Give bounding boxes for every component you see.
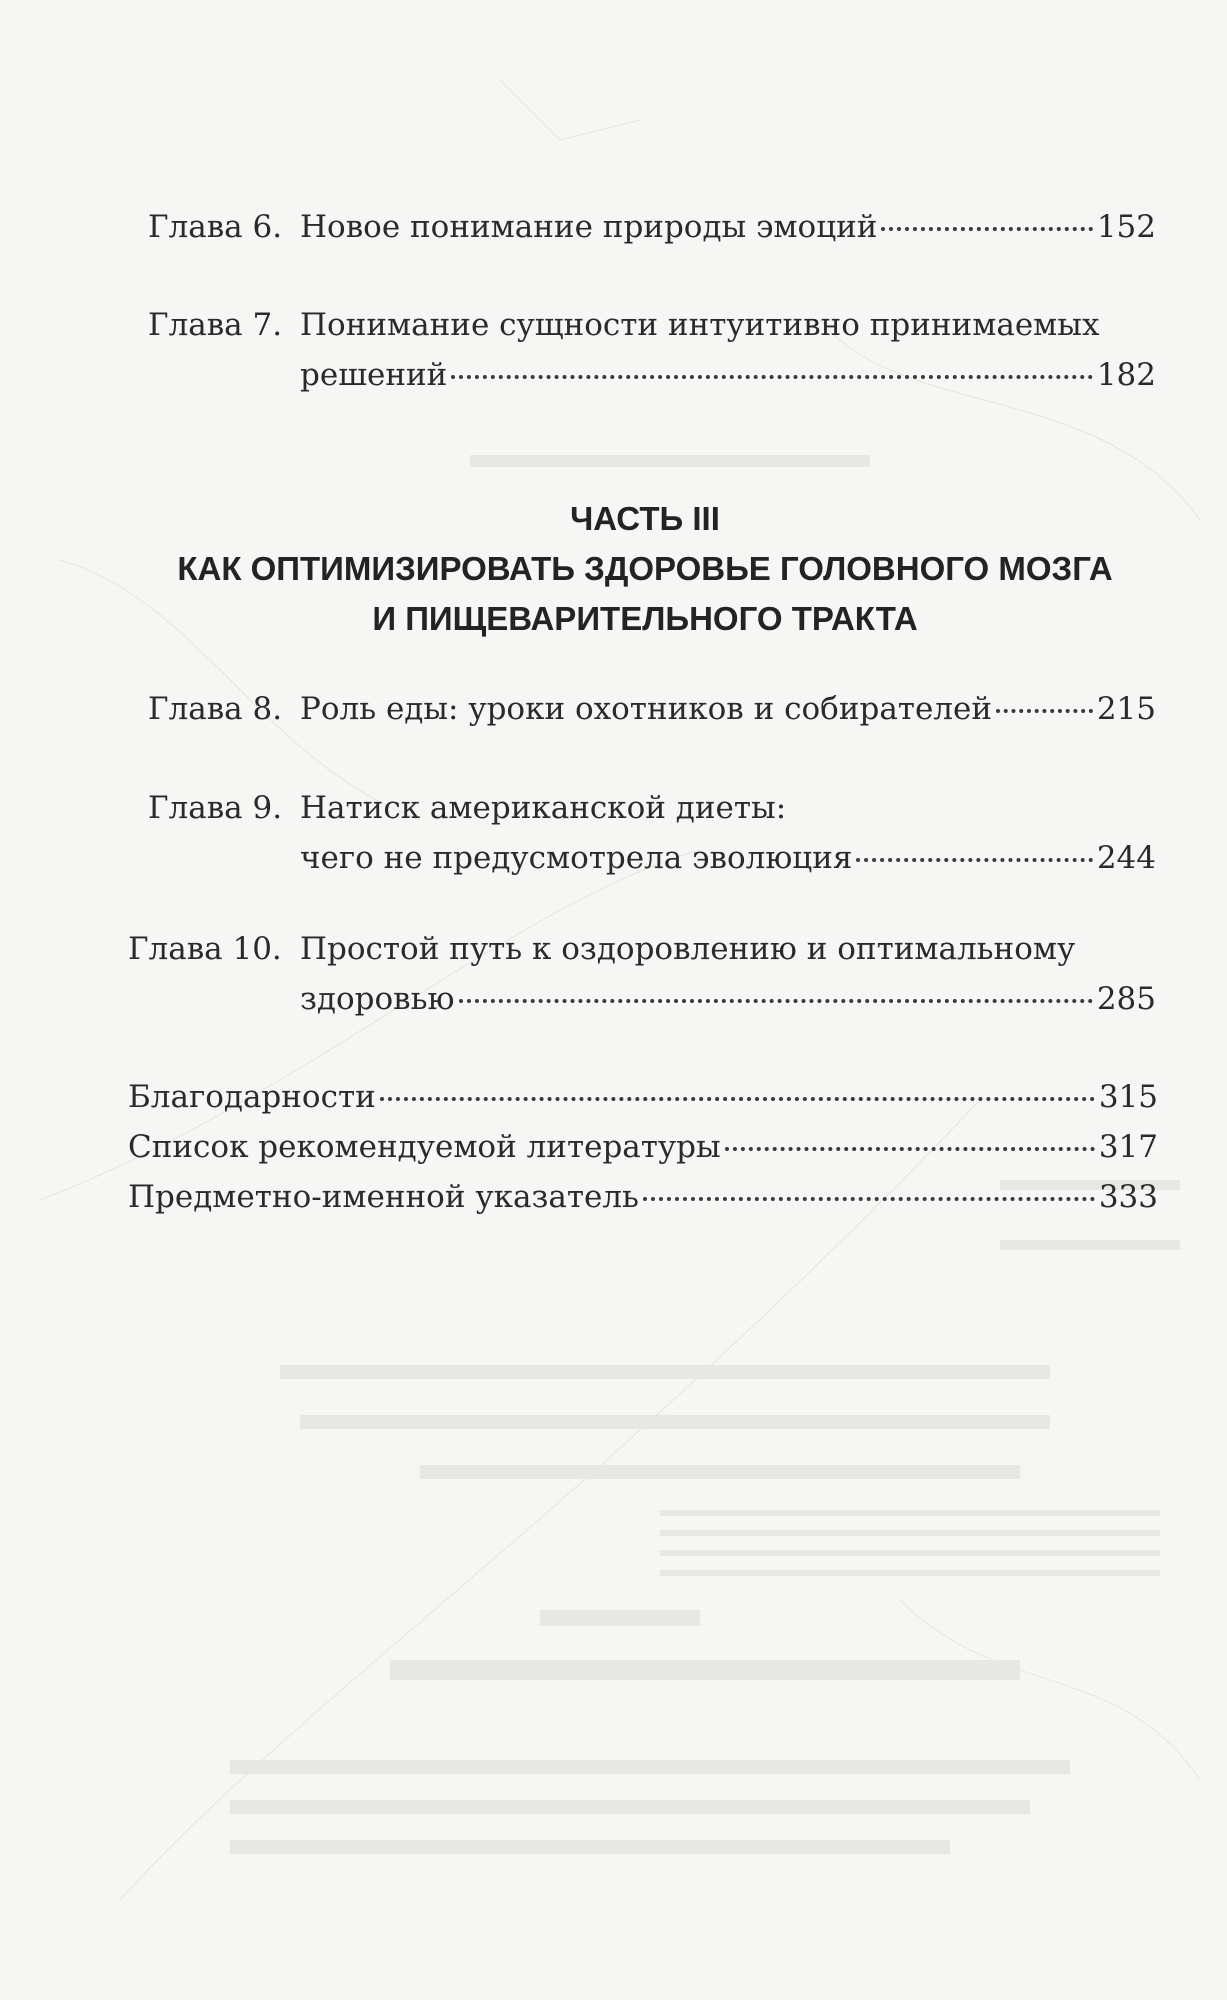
dot-leader: [451, 375, 1092, 379]
dot-leader: [643, 1197, 1095, 1201]
backmatter-title: Предметно-именной указатель: [128, 1179, 639, 1215]
chapter-label: Глава 10.: [128, 931, 282, 967]
chapter-title: чего не предусмотрела эволюция: [300, 840, 853, 876]
toc-leader-line: [300, 833, 1156, 883]
dot-leader: [996, 709, 1093, 713]
backmatter-title: Благодарности: [128, 1079, 376, 1115]
toc-leader-line: [300, 974, 1156, 1024]
toc-entry-acknowledgements: [128, 1072, 1158, 1122]
backmatter-list: [128, 1072, 1158, 1222]
chapter-label: Глава 6.: [148, 209, 283, 245]
chapter-title-line: Простой путь к оздоровлению и оптимальному: [300, 931, 1076, 967]
part-title-line-1: КАК ОПТИМИЗИРОВАТЬ ЗДОРОВЬЕ ГОЛОВНОГО МОЗГА: [177, 550, 1113, 587]
chapter-title-line: Понимание сущности интуитивно принимаемых: [300, 307, 1100, 343]
page-number: 317: [1098, 1129, 1158, 1165]
page-number: 333: [1098, 1179, 1158, 1215]
chapter-title-line: Натиск американской диеты:: [300, 790, 787, 826]
chapter-title: Роль еды: уроки охотников и собирателей: [300, 691, 993, 727]
page-number: 215: [1096, 691, 1156, 727]
dot-leader: [856, 858, 1092, 862]
page-number: 285: [1096, 981, 1156, 1017]
toc-entry-index: [128, 1172, 1158, 1222]
page-number: 152: [1096, 209, 1156, 245]
dot-leader: [881, 227, 1092, 231]
chapter-label: Глава 7.: [148, 307, 283, 343]
backmatter-title: Список рекомендуемой литературы: [128, 1129, 721, 1165]
page-number: 315: [1098, 1079, 1158, 1115]
dot-leader: [725, 1147, 1095, 1151]
toc-leader-line: [300, 202, 1156, 252]
toc-entry-recommended-reading: [128, 1122, 1158, 1172]
dot-leader: [459, 999, 1093, 1003]
part-number: ЧАСТЬ III: [570, 500, 720, 537]
toc-leader-line: [300, 350, 1156, 400]
chapter-title: Новое понимание природы эмоций: [300, 209, 878, 245]
page-number: 182: [1096, 357, 1156, 393]
toc-leader-line: [300, 684, 1156, 734]
chapter-label: Глава 9.: [148, 790, 283, 826]
page-number: 244: [1096, 840, 1156, 876]
dot-leader: [380, 1097, 1095, 1101]
part-title-line-2: И ПИЩЕВАРИТЕЛЬНОГО ТРАКТА: [372, 600, 918, 637]
chapter-title: решений: [300, 357, 448, 393]
part-heading: [130, 494, 1160, 644]
chapter-label: Глава 8.: [148, 691, 283, 727]
chapter-title: здоровью: [300, 981, 455, 1017]
